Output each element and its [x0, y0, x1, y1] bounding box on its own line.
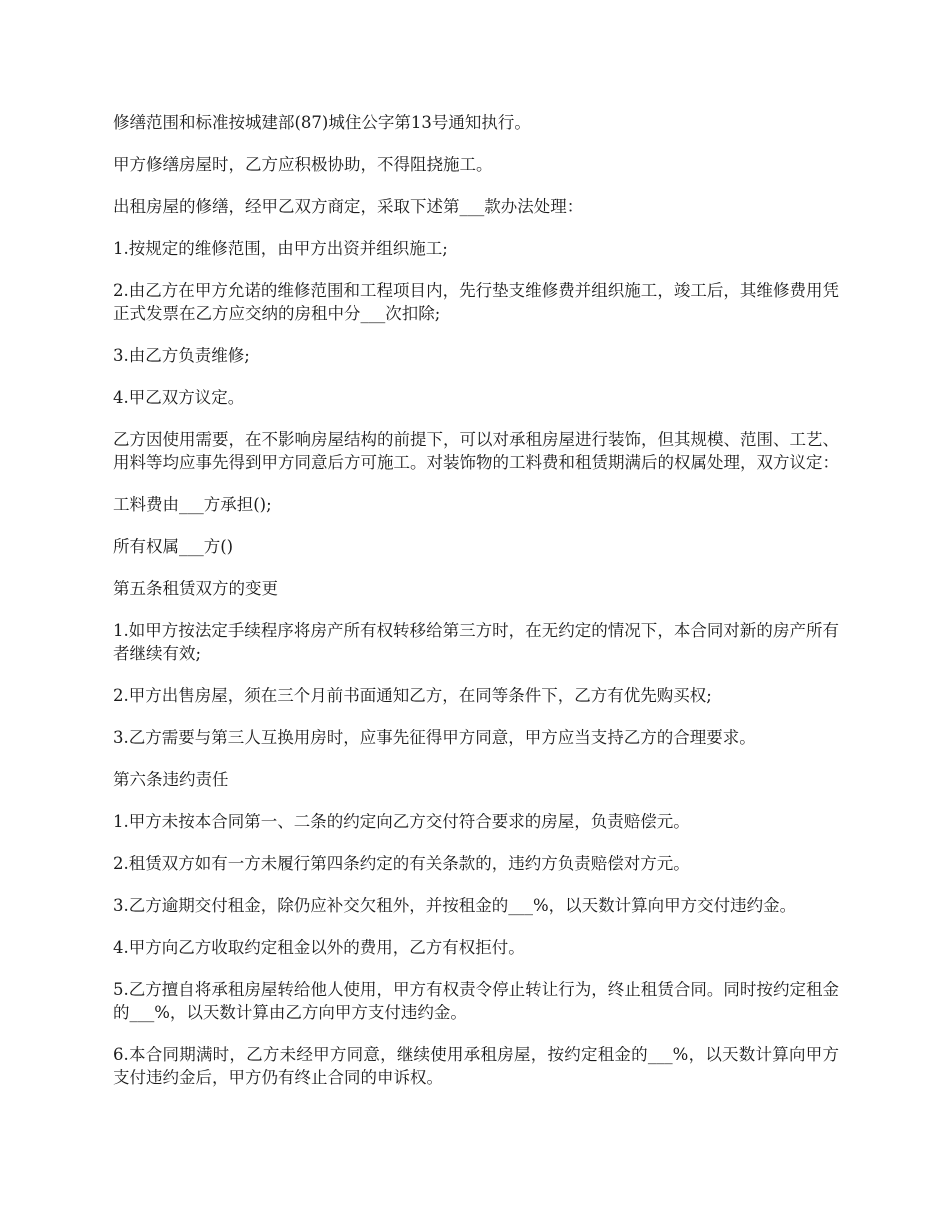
- list-item: 2.甲方出售房屋，须在三个月前书面通知乙方，在同等条件下，乙方有优先购买权;: [113, 686, 712, 705]
- paragraph: 修缮范围和标准按城建部(87)城住公字第13号通知执行。: [113, 113, 531, 132]
- section-heading: 第五条租赁双方的变更: [113, 579, 278, 598]
- list-item: 4.甲乙双方议定。: [113, 388, 245, 407]
- document-body: [113, 111, 839, 1108]
- list-item: 3.乙方逾期交付租金，除仍应补交欠租外，并按租金的___%，以天数计算向甲方交付违约金。: [113, 896, 797, 915]
- paragraph: 工料费由___方承担();: [113, 495, 272, 514]
- section-heading: 第六条违约责任: [113, 770, 229, 789]
- list-item: 2.由乙方在甲方允诺的维修范围和工程项目内，先行垫支维修费并组织施工，竣工后，其维修费用凭正式发票在乙方应交纳的房租中分___次扣除;: [113, 281, 839, 323]
- list-item: 1.甲方未按本合同第一、二条的约定向乙方交付符合要求的房屋，负责赔偿元。: [113, 812, 690, 831]
- list-item: 3.乙方需要与第三人互换用房时，应事先征得甲方同意，甲方应当支持乙方的合理要求。: [113, 728, 756, 747]
- paragraph: 出租房屋的修缮，经甲乙双方商定，采取下述第___款办法处理：: [113, 197, 584, 216]
- list-item: 5.乙方擅自将承租房屋转给他人使用，甲方有权责令停止转让行为，终止租赁合同。同时按约定租金的___%，以天数计算由乙方向甲方支付违约金。: [113, 980, 839, 1022]
- paragraph: 乙方因使用需要，在不影响房屋结构的前提下，可以对承租房屋进行装饰，但其规模、范围、工艺、用料等均应事先得到甲方同意后方可施工。对装饰物的工料费和租赁期满后的权属处理，双方议定：: [113, 430, 839, 472]
- list-item: 4.甲方向乙方收取约定租金以外的费用，乙方有权拒付。: [113, 938, 525, 957]
- paragraph: 甲方修缮房屋时，乙方应积极协助，不得阻挠施工。: [113, 155, 493, 174]
- list-item: 2.租赁双方如有一方未履行第四条约定的有关条款的，违约方负责赔偿对方元。: [113, 854, 690, 873]
- list-item: 1.如甲方按法定手续程序将房产所有权转移给第三方时，在无约定的情况下，本合同对新的房产所有者继续有效;: [113, 621, 839, 663]
- list-item: 1.按规定的维修范围，由甲方出资并组织施工;: [113, 239, 448, 258]
- list-item: 6.本合同期满时，乙方未经甲方同意，继续使用承租房屋，按约定租金的___%，以天数计算向甲方支付违约金后，甲方仍有终止合同的申诉权。: [113, 1045, 839, 1087]
- paragraph: 所有权属___方(): [113, 537, 234, 556]
- list-item: 3.由乙方负责维修;: [113, 346, 250, 365]
